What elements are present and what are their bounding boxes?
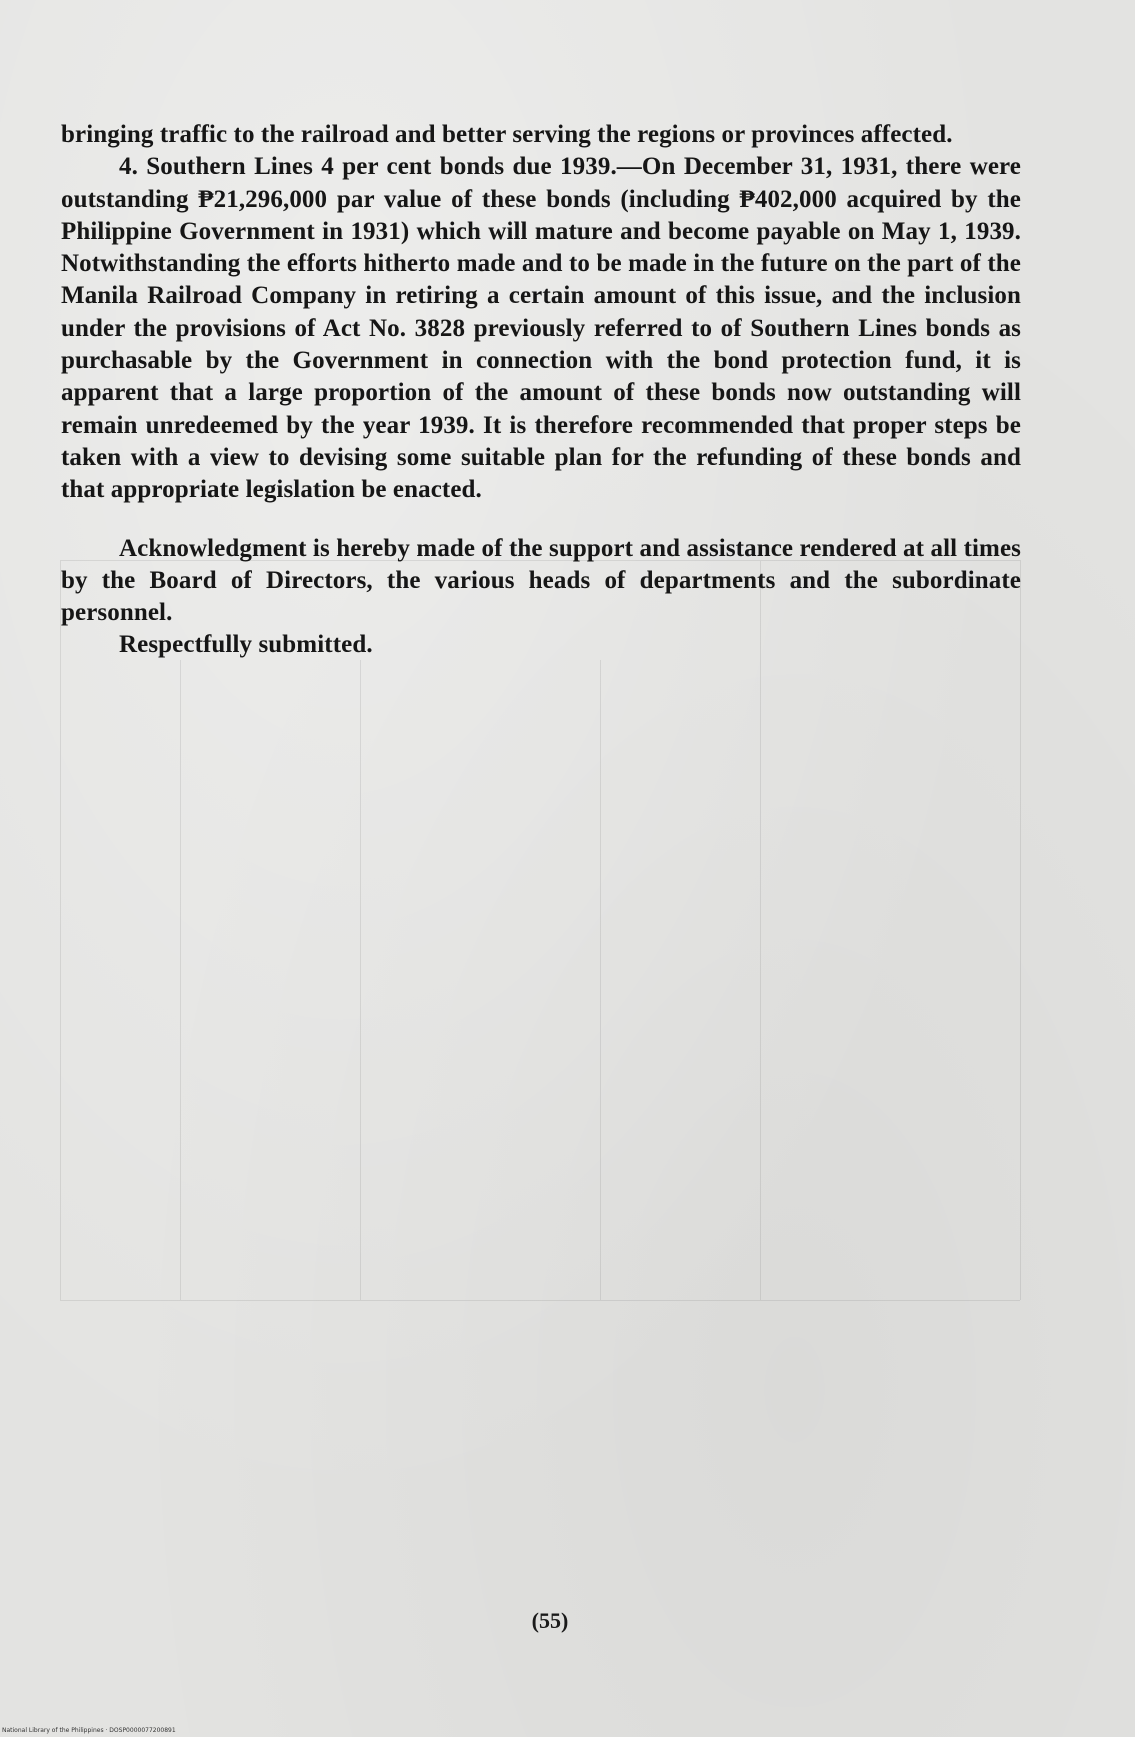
paragraph-gap [61, 507, 1021, 533]
reverse-side-bleed-through [60, 560, 1020, 1460]
footer-credit: National Library of the Philippines · DOSP0000077200891 [2, 1727, 176, 1734]
closing-line: Respectfully submitted. [119, 631, 373, 659]
paragraph-southern-lines-bonds: 4. Southern Lines 4 per cent bonds due 1939.—On December 31, 1931, there were outstanding ₱21,296,000 par value of these bonds (including ₱402,000 acquired by the Philippine Government in 1931) which will mature and become payable on May 1, 1939. Notwithstanding the efforts hitherto made and to be made in the future on the part of the Manila Railroad Company in retiring a certain amount of this issue, and the inclusion under the provisions of Act No. 3828 previously referred to of Southern Lines bonds as purchasable by the Government in connection with the bond protection fund, it is apparent that a large proportion of the amount of these bonds now outstanding will remain unredeemed by the year 1939. It is therefore recommended that proper steps be taken with a view to devising some suitable plan for the refunding of these bonds and that appropriate legislation be enacted. [61, 153, 1021, 504]
body-text [61, 119, 1021, 662]
paragraph-acknowledgment: Acknowledgment is hereby made of the support and assistance rendered at all times by the Board of Directors, the various heads of departments and the subordinate personnel. [61, 534, 1021, 627]
paragraph-continuation: bringing traffic to the railroad and better serving the regions or provinces affected. [61, 121, 953, 148]
page-number: (55) [531, 1608, 569, 1633]
